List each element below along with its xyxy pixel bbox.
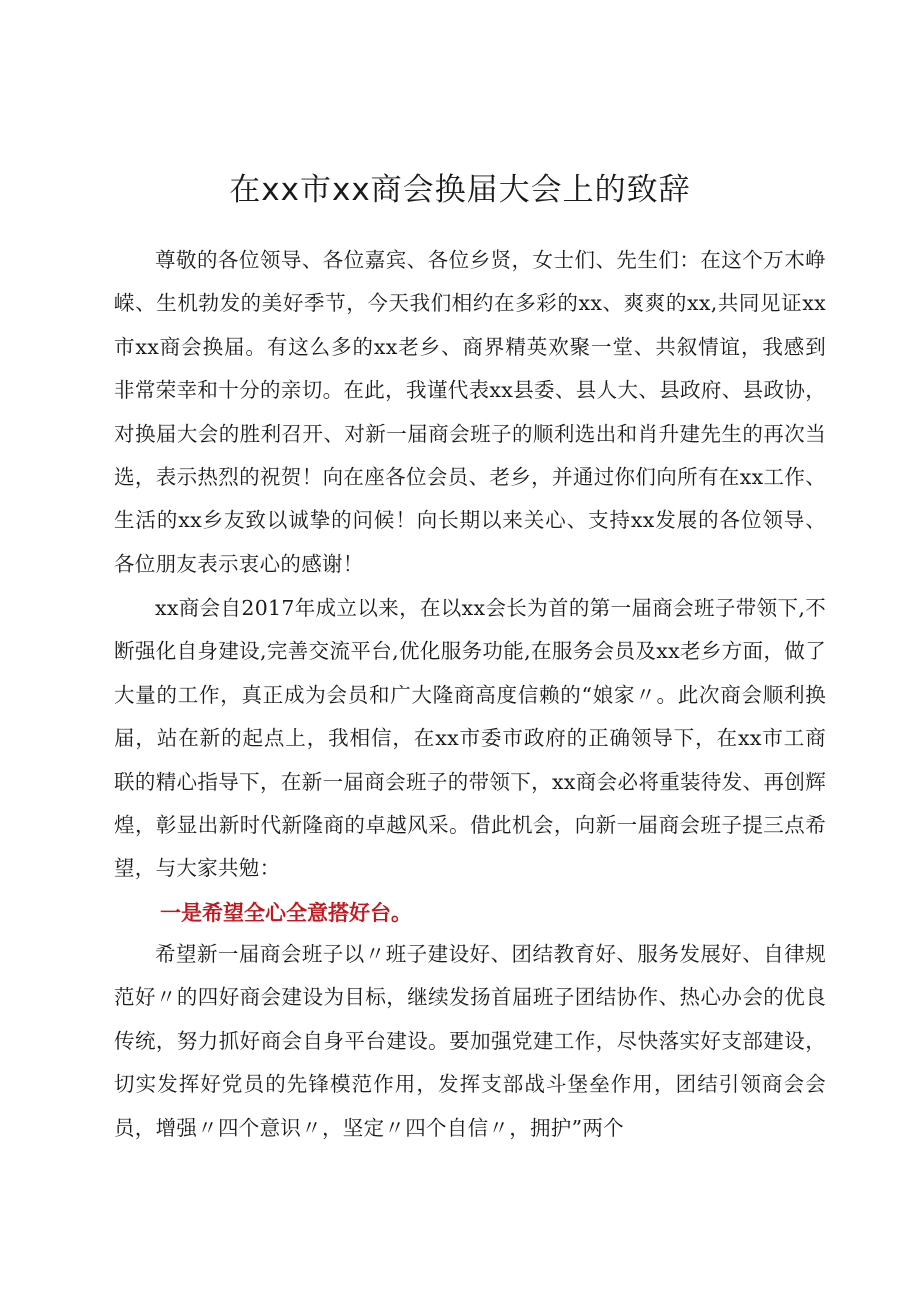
paragraph-chamber-history: xx商会自2017年成立以来，在以xx会长为首的第一届商会班子带领下,不断强化自身建设,完善交流平台,优化服务功能,在服务会员及xx老乡方面，做了大量的工作，真正成为会员和广大隆商高度信赖的“娘家〃。此次商会顺利换届，站在新的起点上，我相信，在xx市委市政府的正确领导下，在xx市工商联的精心指导下，在新一届商会班子的带领下，xx商会必将重装待发、再创辉煌，彰显出新时代新隆商的卓越风采。借此机会，向新一届商会班子提三点希望，与大家共勉： [114, 596, 826, 881]
document-title: 在xx市xx商会换届大会上的致辞 [229, 172, 691, 208]
section-heading-1: 一是希望全心全意搭好台。 [160, 901, 412, 925]
paragraph-hope-one: 希望新一届商会班子以〃班子建设好、团结教育好、服务发展好、自律规范好〃的四好商会建设为目标，继续发扬首届班子团结协作、热心办会的优良传统，努力抓好商会自身平台建设。要加强党建工作，尽快落实好支部建设，切实发挥好党员的先锋模范作用，发挥支部战斗堡垒作用，团结引领商会会员，增强〃四个意识〃，坚定〃四个自信〃，拥护”两个 [114, 942, 826, 1140]
paragraph-greeting: 尊敬的各位领导、各位嘉宾、各位乡贤，女士们、先生们：在这个万木峥嵘、生机勃发的美好季节，今天我们相约在多彩的xx、爽爽的xx,共同见证xx市xx商会换届。有这么多的xx老乡、商界精英欢聚一堂、共叙情谊，我感到非常荣幸和十分的亲切。在此，我谨代表xx县委、县人大、县政府、县政协，对换届大会的胜利召开、对新一届商会班子的顺利选出和肖升建先生的再次当选，表示热烈的祝贺！向在座各位会员、老乡，并通过你们向所有在xx工作、生活的xx乡友致以诚挚的问候！向长期以来关心、支持xx发展的各位领导、各位朋友表示衷心的感谢！ [114, 248, 826, 576]
